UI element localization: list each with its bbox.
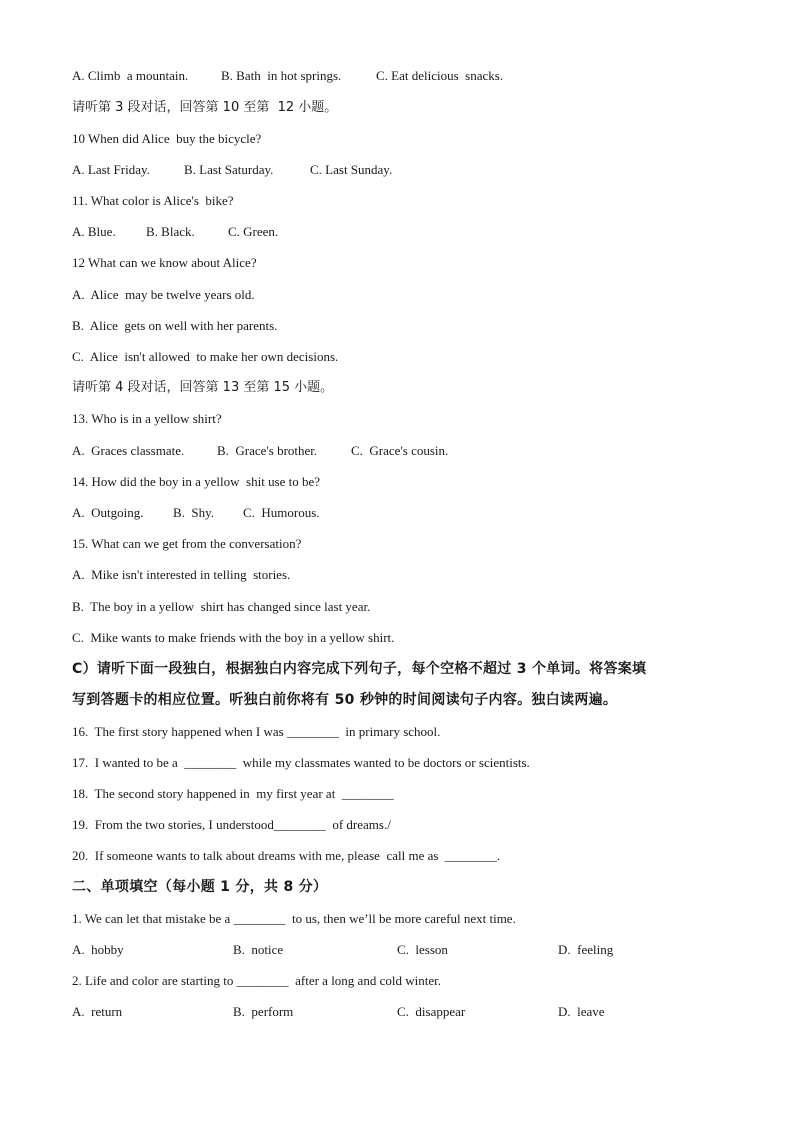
part2-title: 二、单项填空（每小题 1 分，共 8 分） [72,879,328,895]
q10-option-b: B. Last Saturday. [184,162,274,177]
fill-q19: 19. From the two stories, I understood________ of dreams./ [72,817,391,832]
q14-text: 14. How did the boy in a yellow shit use to be? [72,474,321,489]
mc1-option-c: C. lesson [397,942,448,957]
q11-option-c: C. Green. [228,224,279,239]
q9-option-a: A. Climb a mountain. [72,68,189,83]
fill-q16: 16. The first story happened when I was ________ in primary school. [72,724,441,739]
q14-option-b: B. Shy. [173,505,215,520]
mc1-option-d: D. feeling [558,942,614,957]
q10-option-c: C. Last Sunday. [310,162,393,177]
mc2-option-b: B. perform [233,1004,294,1019]
q13-option-b: B. Grace's brother. [217,443,318,458]
q11-option-b: B. Black. [146,224,195,239]
q15-option-c: C. Mike wants to make friends with the boy in a yellow shirt. [72,630,395,645]
mc1-option-a: A. hobby [72,942,124,957]
section3-instruction: 请听第 3 段对话，回答第 10 至第 12 小题。 [72,100,338,115]
mc1-text: 1. We can let that mistake be a ________ to us, then we’ll be more careful next time. [72,911,516,926]
fill-q20: 20. If someone wants to talk about dreams with me, please call me as ________. [72,848,501,863]
q10-option-a: A. Last Friday. [72,162,150,177]
mc2-option-d: D. leave [558,1004,605,1019]
q10-text: 10 When did Alice buy the bicycle? [72,131,262,146]
q13-option-c: C. Grace's cousin. [351,443,449,458]
mc2-option-c: C. disappear [397,1004,466,1019]
q14-option-a: A. Outgoing. [72,505,144,520]
q15-option-b: B. The boy in a yellow shirt has changed since last year. [72,599,371,614]
q12-text: 12 What can we know about Alice? [72,255,257,270]
fill-q17: 17. I wanted to be a ________ while my classmates wanted to be doctors or scientists. [72,755,530,770]
q12-option-a: A. Alice may be twelve years old. [72,287,255,302]
mc2-option-a: A. return [72,1004,123,1019]
q15-text: 15. What can we get from the conversation? [72,536,302,551]
q13-text: 13. Who is in a yellow shirt? [72,411,222,426]
q9-option-b: B. Bath in hot springs. [221,68,342,83]
fill-q18: 18. The second story happened in my first year at ________ [72,786,394,801]
part-c-instruction-line1: C）请听下面一段独白，根据独白内容完成下列句子，每个空格不超过 3 个单词。将答案填 [72,661,647,677]
q11-option-a: A. Blue. [72,224,116,239]
part-c-instruction-line2: 写到答题卡的相应位置。听独白前你将有 50 秒钟的时间阅读句子内容。独白读两遍。 [72,692,618,708]
q11-text: 11. What color is Alice's bike? [72,193,234,208]
q15-option-a: A. Mike isn't interested in telling stories. [72,567,291,582]
section4-instruction: 请听第 4 段对话，回答第 13 至第 15 小题。 [72,380,334,395]
q12-option-c: C. Alice isn't allowed to make her own decisions. [72,349,339,364]
q12-option-b: B. Alice gets on well with her parents. [72,318,278,333]
mc1-option-b: B. notice [233,942,284,957]
q9-option-c: C. Eat delicious snacks. [376,68,504,83]
mc2-text: 2. Life and color are starting to ________ after a long and cold winter. [72,973,441,988]
q14-option-c: C. Humorous. [243,505,320,520]
q13-option-a: A. Graces classmate. [72,443,185,458]
